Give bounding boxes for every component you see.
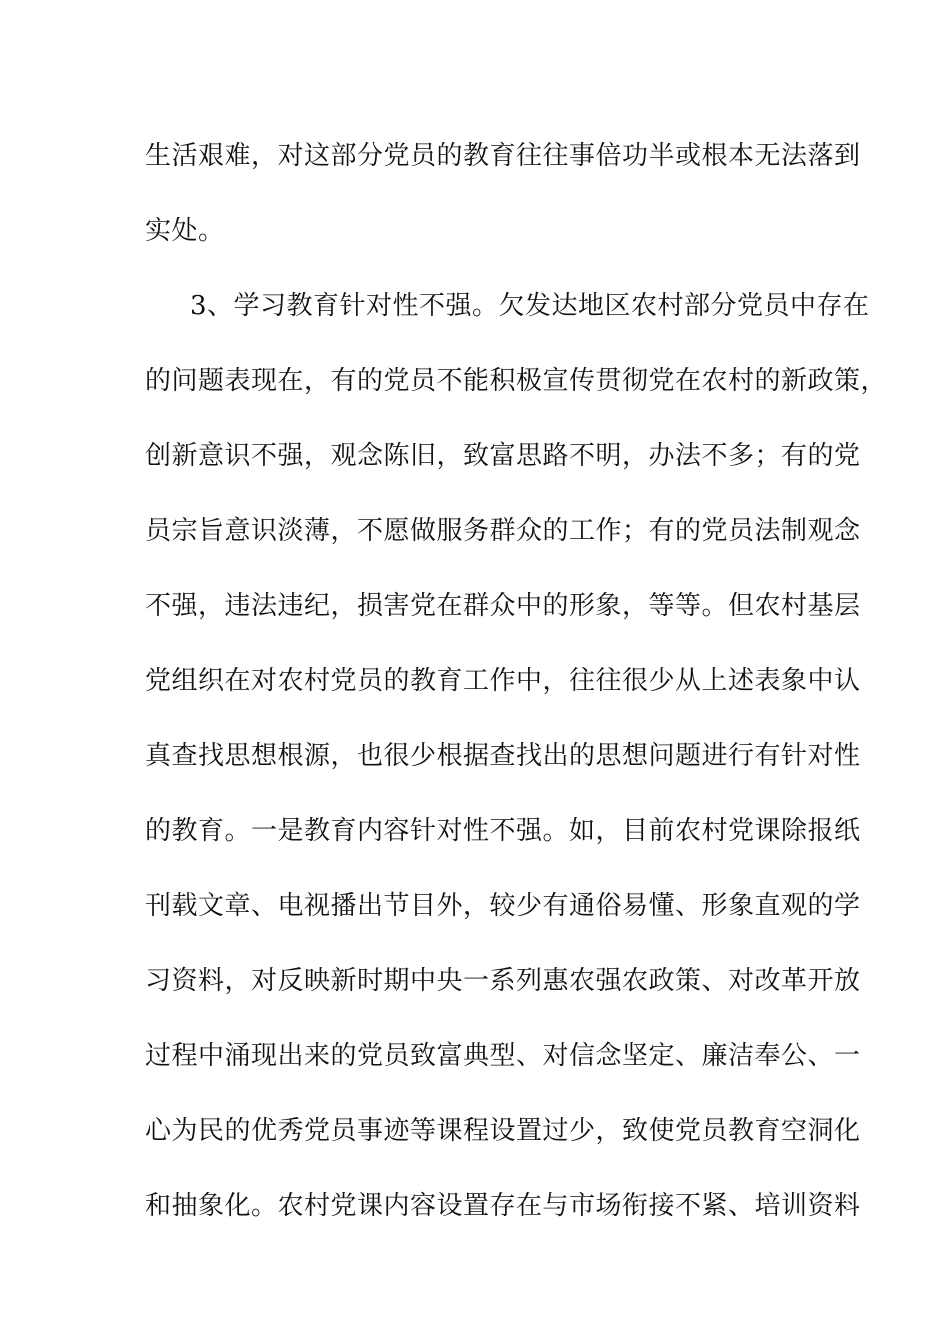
text-line-15: 和抽象化。农村党课内容设置存在与市场衔接不紧、培训资料: [145, 1191, 861, 1221]
text-line-13: 过程中涌现出来的党员致富典型、对信念坚定、廉洁奉公、一: [145, 1041, 861, 1071]
text-line-5: 创新意识不强，观念陈旧，致富思路不明，办法不多；有的党: [145, 441, 861, 471]
text-line-3: 3、学习教育针对性不强。欠发达地区农村部分党员中存在: [190, 291, 870, 321]
text-line-9: 真查找思想根源，也很少根据查找出的思想问题进行有针对性: [145, 741, 861, 771]
text-line-14: 心为民的优秀党员事迹等课程设置过少，致使党员教育空洞化: [145, 1116, 861, 1146]
text-line-8: 党组织在对农村党员的教育工作中，往往很少从上述表象中认: [145, 666, 861, 696]
text-line-7: 不强，违法违纪，损害党在群众中的形象，等等。但农村基层: [145, 591, 861, 621]
text-line-1: 生活艰难，对这部分党员的教育往往事倍功半或根本无法落到: [145, 141, 861, 171]
text-line-10: 的教育。一是教育内容针对性不强。如，目前农村党课除报纸: [145, 816, 861, 846]
text-line-11: 刊载文章、电视播出节目外，较少有通俗易懂、形象直观的学: [145, 891, 861, 921]
text-line-12: 习资料，对反映新时期中央一系列惠农强农政策、对改革开放: [145, 966, 861, 996]
text-line-6: 员宗旨意识淡薄，不愿做服务群众的工作；有的党员法制观念: [145, 516, 861, 546]
text-line-4: 的问题表现在，有的党员不能积极宣传贯彻党在农村的新政策，: [145, 366, 888, 396]
text-line-2: 实处。: [145, 216, 225, 246]
